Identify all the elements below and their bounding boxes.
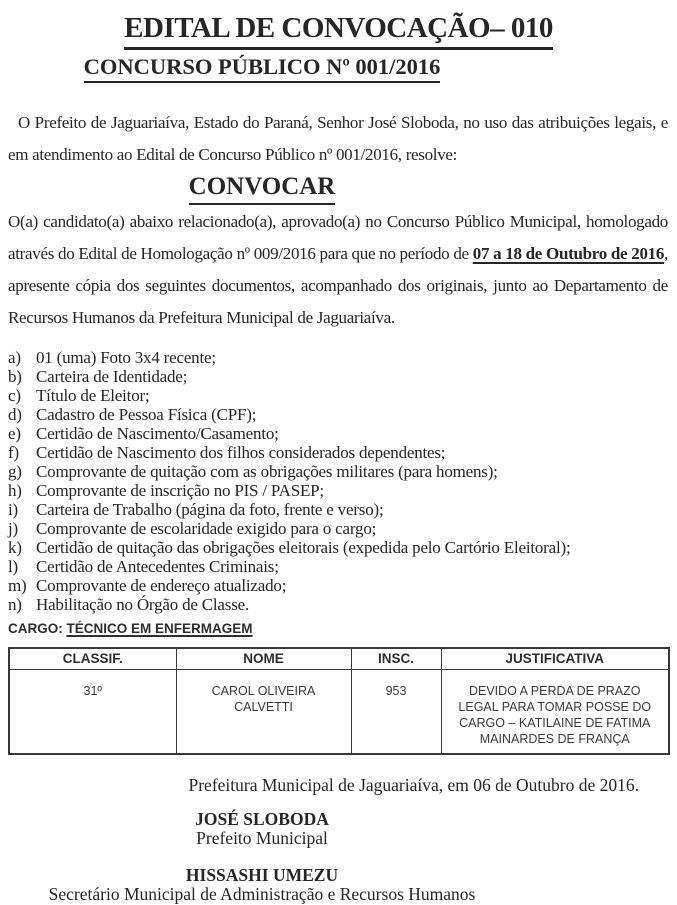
- page-subtitle: CONCURSO PÚBLICO Nº 001/2016: [84, 54, 441, 83]
- signature-role: Prefeito Municipal: [196, 828, 328, 849]
- table-header-justificativa: JUSTIFICATIVA: [441, 648, 669, 670]
- table-cell-classif: 31º: [9, 669, 176, 754]
- list-item-text: Certidão de Nascimento/Casamento;: [36, 423, 279, 443]
- signature-role: Secretário Municipal de Administração e Recursos Humanos: [48, 884, 476, 905]
- list-item-text: Cadastro de Pessoa Física (CPF);: [36, 404, 257, 424]
- list-item-text: Carteira de Trabalho (página da foto, frente e verso);: [36, 499, 384, 519]
- list-item-text: 01 (uma) Foto 3x4 recente;: [36, 347, 216, 367]
- table-cell-insc: 953: [351, 669, 441, 754]
- list-item-letter: k): [8, 537, 22, 557]
- signature-name: HISSASHI UMEZU: [185, 864, 339, 885]
- list-item-letter: i): [8, 499, 18, 519]
- list-item: [8, 405, 671, 424]
- body-paragraph-highlight: 07 a 18 de Outubro de 2016: [472, 243, 665, 263]
- table-header-classif: CLASSIF.: [9, 648, 176, 670]
- list-item-text: Certidão de Nascimento dos filhos considerados dependentes;: [36, 442, 446, 462]
- table-header-nome: NOME: [176, 648, 351, 670]
- list-item-text: Certidão de Antecedentes Criminais;: [36, 556, 279, 576]
- list-item-text: Habilitação no Órgão de Classe.: [36, 594, 250, 614]
- list-item: [8, 557, 671, 576]
- list-item-letter: a): [8, 347, 21, 367]
- list-item-letter: f): [8, 442, 19, 462]
- convocar-heading: CONVOCAR: [189, 173, 336, 205]
- list-item-letter: n): [8, 594, 22, 614]
- list-item-text: Certidão de quitação das obrigações eleitorais (expedida pelo Cartório Eleitoral);: [36, 537, 571, 557]
- list-item: [8, 576, 671, 595]
- list-item: [8, 538, 671, 557]
- table-header-row: [9, 648, 669, 670]
- list-item-text: Título de Eleitor;: [36, 385, 150, 405]
- page-title: EDITAL DE CONVOCAÇÃO– 010: [124, 13, 553, 50]
- list-item-letter: m): [8, 575, 27, 595]
- body-paragraph-part2: , apresente cópia dos seguintes documentos, acompanhado dos originais, junto ao Departamento de Recursos Humanos da Prefeitura Municipal de Jaguariaíva.: [8, 243, 669, 327]
- list-item: [8, 443, 671, 462]
- list-item-text: Comprovante de inscrição no PIS / PASEP;: [36, 480, 324, 500]
- signature-block-secretary: [0, 866, 524, 905]
- list-item-text: Carteira de Identidade;: [36, 366, 188, 386]
- list-item: [8, 500, 671, 519]
- list-item: [8, 462, 671, 481]
- subtitle-block: [0, 54, 524, 83]
- list-item-letter: g): [8, 461, 22, 481]
- documents-list: [8, 348, 671, 614]
- cargo-line: [8, 621, 677, 637]
- list-item-letter: c): [8, 385, 21, 405]
- list-item-text: Comprovante de escolaridade exigido para o cargo;: [36, 518, 377, 538]
- date-line: Prefeitura Municipal de Jaguariaíva, em 06 de Outubro de 2016.: [188, 774, 639, 795]
- table-cell-nome: CAROL OLIVEIRA CALVETTI: [176, 669, 351, 754]
- list-item: [8, 595, 671, 614]
- document-page: [0, 12, 677, 905]
- list-item: [8, 424, 671, 443]
- signature-name: JOSÉ SLOBODA: [195, 808, 329, 829]
- cargo-value: TÉCNICO EM ENFERMAGEM: [66, 620, 253, 636]
- list-item-letter: h): [8, 480, 22, 500]
- list-item-letter: e): [8, 423, 21, 443]
- convocar-block: [0, 173, 524, 206]
- list-item-text: Comprovante de endereço atualizado;: [36, 575, 287, 595]
- list-item-letter: d): [8, 404, 22, 424]
- documents-table: [8, 647, 670, 755]
- list-item-letter: l): [8, 556, 18, 576]
- list-item: [8, 386, 671, 405]
- list-item: [8, 519, 671, 538]
- table-header-insc: INSC.: [351, 648, 441, 670]
- table-row: [9, 669, 669, 754]
- list-item-letter: b): [8, 366, 22, 386]
- list-item: [8, 348, 671, 367]
- title-block: [0, 13, 677, 50]
- body-paragraph: [8, 206, 668, 334]
- intro-paragraph: O Prefeito de Jaguariaíva, Estado do Paraná, Senhor José Sloboda, no uso das atribuições legais, e em atendimento ao Edital de Concurso Público nº 001/2016, resolve:: [8, 112, 668, 164]
- list-item: [8, 367, 671, 386]
- list-item-letter: j): [8, 518, 18, 538]
- table-cell-justificativa: DEVIDO A PERDA DE PRAZO LEGAL PARA TOMAR POSSE DO CARGO – KATILAINE DE FATIMA MAINARDES DE FRANÇA: [441, 669, 669, 754]
- body-paragraph-part1: O(a) candidato(a) abaixo relacionado(a), aprovado(a) no Concurso Público Municipal, homologado através do Edital de Homologação nº 009/2016 para que no período de: [8, 211, 668, 263]
- list-item-text: Comprovante de quitação com as obrigações militares (para homens);: [36, 461, 498, 481]
- list-item: [8, 481, 671, 500]
- cargo-label: CARGO:: [8, 620, 67, 636]
- signature-block-mayor: [0, 810, 524, 849]
